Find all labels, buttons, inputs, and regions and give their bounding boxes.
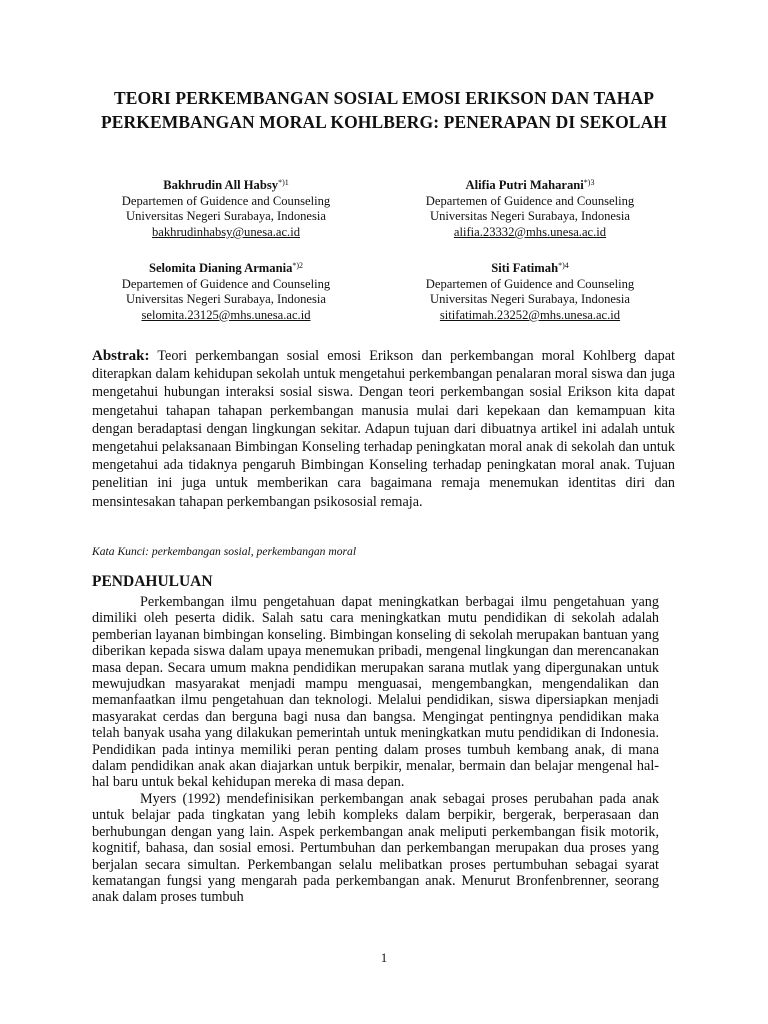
author-name: Bakhrudin All Habsy$^{*)1}$ — [163, 178, 289, 192]
author-name: Siti Fatimah$^{*)4}$ — [491, 261, 569, 275]
author-block — [380, 178, 680, 240]
author-email[interactable]: sitifatimah.23252@mhs.unesa.ac.id — [439, 307, 621, 322]
abstract — [92, 347, 675, 511]
author-name: Selomita Dianing Armania$^{*)2}$ — [148, 261, 304, 275]
body-paragraph: Perkembangan ilmu pengetahuan dapat meningkatkan berbagai ilmu pengetahuan yang dimiliki oleh peserta didik. Salah satu cara meningkatkan mutu pendidikan di sekolah adalah pemberian layanan bimbingan konseling. Bimbingan konseling di sekolah merupakan bantuan yang diberikan kepada siswa dalam upaya menemukan pribadi, mengenal lingkungan dan merencanakan masa depan. Secara umum makna pendidikan merupakan sarana mutlak yang dipergunakan untuk mewujudkan masyarakat menjadi mampu menguasai, mengembangkan, mengendalikan dan memanfaatkan ilmu pengetahuan dan teknologi. Melalui pendidikan, siswa dipersiapkan menjadi masyarakat cerdas dan berguna bagi nusa dan bangsa. Mengingat pentingnya pendidikan maka telah banyak usaha yang dilakukan pemerintah untuk meningkatkan mutu pendidikan di Indonesia. Pendidikan pada intinya memiliki peran penting dalam proses tumbuh kembang anak, di mana dalam pendidikan anak akan diajarkan untuk berpikir, menalar, bermain dan belajar mengenal hal-hal baru untuk bekal kehidupan mereka di masa depan. — [92, 594, 659, 791]
abstract-text: Teori perkembangan sosial emosi Erikson dan perkembangan moral Kohlberg dapat diterapkan dalam kehidupan sekolah untuk mengetahui perkembangan penalaran moral siswa dan juga mengetahui hubungan interaksi sosial siswa. Dengan teori perkembangan sosial Erikson kita dapat mengetahui tahapan tahapan perkembangan manusia mulai dari kepekaan dan kemampuan kita dengan beradaptasi dengan lingkungan sekitar. Adapun tujuan dari dibuatnya artikel ini adalah untuk mengetahui pelaksanaan Bimbingan Konseling terhadap peningkatan moral anak di sekolah dan untuk mengetahui ada tidaknya pengaruh Bimbingan Konseling terhadap peningkatan moral anak. Tujuan penelitian ini juga untuk memberikan cara bagaimana remaja menemukan identitas diri dan mensintesakan tahapan perkembangan psikososial remaja. — [92, 348, 675, 510]
author-block — [76, 178, 376, 240]
author-email[interactable]: selomita.23125@mhs.unesa.ac.id — [141, 307, 311, 322]
author-email[interactable]: alifia.23332@mhs.unesa.ac.id — [453, 224, 607, 239]
author-affiliation-mark: *)4 — [558, 261, 569, 270]
keywords: Kata Kunci: perkembangan sosial, perkembangan moral — [92, 545, 357, 558]
author-university: Universitas Negeri Surabaya, Indonesia — [429, 292, 631, 307]
section-body — [92, 594, 659, 906]
author-university: Universitas Negeri Surabaya, Indonesia — [125, 209, 327, 224]
author-block — [380, 261, 680, 323]
paper-title-line-2: PERKEMBANGAN MORAL KOHLBERG: PENERAPAN DI SEKOLAH — [100, 112, 668, 132]
author-university: Universitas Negeri Surabaya, Indonesia — [429, 209, 631, 224]
author-block — [76, 261, 376, 323]
author-department: Departemen of Guidence and Counseling — [425, 276, 635, 291]
author-department: Departemen of Guidence and Counseling — [121, 276, 331, 291]
paper-title — [60, 86, 708, 134]
author-affiliation-mark: *)3 — [583, 178, 595, 187]
body-paragraph: Myers (1992) mendefinisikan perkembangan anak sebagai proses perubahan pada anak untuk belajar pada tingkatan yang lebih kompleks dalam berpikir, bergerak, berperasaan dan berhubungan dengan yang lain. Aspek perkembangan anak meliputi perkembangan fisik motorik, kognitif, bahasa, dan sosial emosi. Pertumbuhan dan perkembangan merupakan dua proses yang berjalan secara simultan. Perkembangan selalu melibatkan proses pertumbuhan sebagai syarat kematangan fungsi yang mengarah pada perkembangan anak. Menurut Bronfenbrenner, seorang anak dalam proses tumbuh — [92, 790, 659, 906]
paper-title-line-1: TEORI PERKEMBANGAN SOSIAL EMOSI ERIKSON DAN TAHAP — [113, 88, 655, 108]
author-affiliation-mark: *)2 — [292, 261, 304, 270]
author-department: Departemen of Guidence and Counseling — [425, 193, 635, 208]
author-university: Universitas Negeri Surabaya, Indonesia — [125, 292, 327, 307]
author-department: Departemen of Guidence and Counseling — [121, 193, 331, 208]
author-email[interactable]: bakhrudinhabsy@unesa.ac.id — [152, 224, 300, 239]
author-affiliation-mark: *)1 — [278, 178, 289, 187]
author-name: Alifia Putri Maharani$^{*)3}$ — [465, 178, 595, 192]
abstract-label: Abstrak: — [92, 348, 150, 364]
page-number: 1 — [380, 950, 388, 965]
section-heading: PENDAHULUAN — [92, 573, 213, 590]
